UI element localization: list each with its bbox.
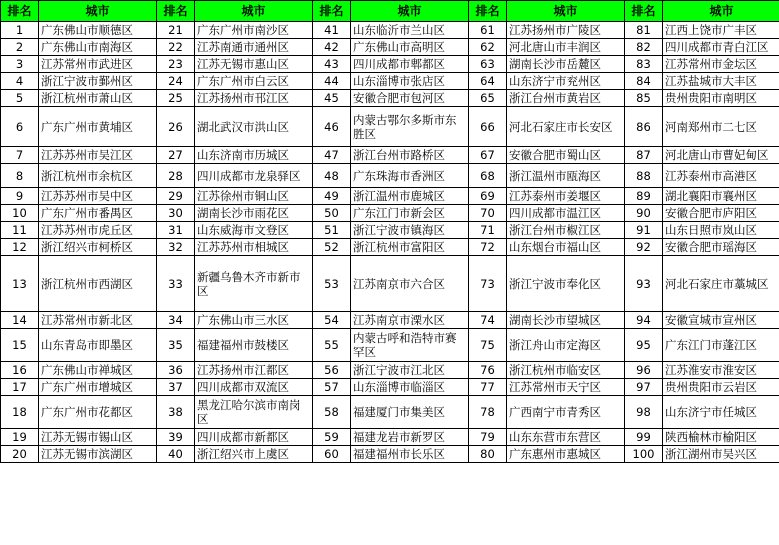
rank-cell: 66 xyxy=(469,107,507,147)
rank-cell: 74 xyxy=(469,312,507,329)
rank-cell: 94 xyxy=(625,312,663,329)
city-cell: 浙江宁波市鄞州区 xyxy=(39,73,157,90)
rank-cell: 58 xyxy=(313,396,351,429)
rank-cell: 90 xyxy=(625,205,663,222)
city-cell: 河北唐山市曹妃甸区 xyxy=(663,147,779,164)
rank-cell: 82 xyxy=(625,39,663,56)
city-cell: 浙江杭州市临安区 xyxy=(507,362,625,379)
table-row xyxy=(1,73,779,90)
city-cell: 江苏常州市金坛区 xyxy=(663,56,779,73)
table-body xyxy=(1,22,779,463)
rank-cell: 64 xyxy=(469,73,507,90)
rank-cell: 49 xyxy=(313,188,351,205)
city-cell: 广东广州市番禺区 xyxy=(39,205,157,222)
rank-cell: 27 xyxy=(157,147,195,164)
rank-cell: 11 xyxy=(1,222,39,239)
table-row xyxy=(1,205,779,222)
city-cell: 山东淄博市临淄区 xyxy=(351,379,469,396)
city-cell: 浙江绍兴市柯桥区 xyxy=(39,239,157,256)
city-cell: 江苏扬州市邗江区 xyxy=(195,90,313,107)
rank-cell: 98 xyxy=(625,396,663,429)
header-rank: 排名 xyxy=(157,1,195,22)
rank-cell: 17 xyxy=(1,379,39,396)
rank-cell: 12 xyxy=(1,239,39,256)
table-row xyxy=(1,90,779,107)
table-row xyxy=(1,164,779,188)
city-cell: 福建福州市鼓楼区 xyxy=(195,329,313,362)
city-cell: 山东烟台市福山区 xyxy=(507,239,625,256)
city-cell: 内蒙古鄂尔多斯市东胜区 xyxy=(351,107,469,147)
city-cell: 江苏泰州市高港区 xyxy=(663,164,779,188)
city-cell: 江苏无锡市滨湖区 xyxy=(39,446,157,463)
rank-cell: 13 xyxy=(1,256,39,312)
rank-cell: 7 xyxy=(1,147,39,164)
header-row xyxy=(1,1,779,22)
rank-cell: 14 xyxy=(1,312,39,329)
city-cell: 安徽合肥市瑶海区 xyxy=(663,239,779,256)
city-cell: 浙江杭州市富阳区 xyxy=(351,239,469,256)
rank-cell: 36 xyxy=(157,362,195,379)
rank-cell: 60 xyxy=(313,446,351,463)
rank-cell: 31 xyxy=(157,222,195,239)
city-cell: 浙江温州市鹿城区 xyxy=(351,188,469,205)
rank-cell: 2 xyxy=(1,39,39,56)
rank-cell: 6 xyxy=(1,107,39,147)
city-cell: 四川成都市龙泉驿区 xyxy=(195,164,313,188)
header-city: 城市 xyxy=(195,1,313,22)
rank-cell: 48 xyxy=(313,164,351,188)
rank-cell: 70 xyxy=(469,205,507,222)
city-cell: 江苏扬州市江都区 xyxy=(195,362,313,379)
city-cell: 山东济宁市任城区 xyxy=(663,396,779,429)
city-cell: 湖南长沙市望城区 xyxy=(507,312,625,329)
rank-cell: 4 xyxy=(1,73,39,90)
city-cell: 江苏盐城市大丰区 xyxy=(663,73,779,90)
city-cell: 浙江杭州市萧山区 xyxy=(39,90,157,107)
city-cell: 四川成都市新都区 xyxy=(195,429,313,446)
rank-cell: 42 xyxy=(313,39,351,56)
city-cell: 浙江台州市路桥区 xyxy=(351,147,469,164)
header-rank: 排名 xyxy=(469,1,507,22)
table-row xyxy=(1,39,779,56)
rank-cell: 91 xyxy=(625,222,663,239)
city-cell: 山东日照市岚山区 xyxy=(663,222,779,239)
table-row xyxy=(1,312,779,329)
city-cell: 广东惠州市惠城区 xyxy=(507,446,625,463)
rank-cell: 81 xyxy=(625,22,663,39)
city-cell: 江苏常州市新北区 xyxy=(39,312,157,329)
city-cell: 浙江杭州市西湖区 xyxy=(39,256,157,312)
rank-cell: 84 xyxy=(625,73,663,90)
rank-cell: 35 xyxy=(157,329,195,362)
rank-cell: 15 xyxy=(1,329,39,362)
city-cell: 浙江绍兴市上虞区 xyxy=(195,446,313,463)
city-cell: 江苏淮安市淮安区 xyxy=(663,362,779,379)
table-row xyxy=(1,362,779,379)
rank-cell: 55 xyxy=(313,329,351,362)
city-cell: 安徽合肥市蜀山区 xyxy=(507,147,625,164)
table-row xyxy=(1,379,779,396)
rank-cell: 73 xyxy=(469,256,507,312)
rank-cell: 21 xyxy=(157,22,195,39)
city-cell: 江苏苏州市吴中区 xyxy=(39,188,157,205)
city-cell: 湖北武汉市洪山区 xyxy=(195,107,313,147)
rank-cell: 40 xyxy=(157,446,195,463)
city-cell: 山东淄博市张店区 xyxy=(351,73,469,90)
rank-cell: 71 xyxy=(469,222,507,239)
city-cell: 广东佛山市三水区 xyxy=(195,312,313,329)
city-cell: 江苏扬州市广陵区 xyxy=(507,22,625,39)
rank-cell: 59 xyxy=(313,429,351,446)
rank-cell: 86 xyxy=(625,107,663,147)
header-city: 城市 xyxy=(663,1,779,22)
city-cell: 江苏徐州市铜山区 xyxy=(195,188,313,205)
rank-cell: 43 xyxy=(313,56,351,73)
city-cell: 内蒙古呼和浩特市赛罕区 xyxy=(351,329,469,362)
rank-cell: 57 xyxy=(313,379,351,396)
header-city: 城市 xyxy=(39,1,157,22)
city-cell: 江苏常州市武进区 xyxy=(39,56,157,73)
city-cell: 浙江宁波市镇海区 xyxy=(351,222,469,239)
city-cell: 贵州贵阳市南明区 xyxy=(663,90,779,107)
rank-cell: 1 xyxy=(1,22,39,39)
city-cell: 安徽合肥市庐阳区 xyxy=(663,205,779,222)
city-cell: 江苏常州市天宁区 xyxy=(507,379,625,396)
city-cell: 河北石家庄市长安区 xyxy=(507,107,625,147)
rank-cell: 20 xyxy=(1,446,39,463)
city-cell: 黑龙江哈尔滨市南岗区 xyxy=(195,396,313,429)
rank-cell: 54 xyxy=(313,312,351,329)
rank-cell: 89 xyxy=(625,188,663,205)
city-cell: 河北唐山市丰润区 xyxy=(507,39,625,56)
city-cell: 江苏苏州市虎丘区 xyxy=(39,222,157,239)
city-cell: 浙江温州市瓯海区 xyxy=(507,164,625,188)
city-cell: 浙江舟山市定海区 xyxy=(507,329,625,362)
rank-cell: 46 xyxy=(313,107,351,147)
city-cell: 广东广州市花都区 xyxy=(39,396,157,429)
city-cell: 山东青岛市即墨区 xyxy=(39,329,157,362)
blank-footer xyxy=(0,526,779,545)
city-cell: 四川成都市温江区 xyxy=(507,205,625,222)
rank-cell: 32 xyxy=(157,239,195,256)
table-row xyxy=(1,107,779,147)
city-cell: 安徽宣城市宣州区 xyxy=(663,312,779,329)
rank-cell: 87 xyxy=(625,147,663,164)
rank-cell: 51 xyxy=(313,222,351,239)
city-cell: 浙江台州市黄岩区 xyxy=(507,90,625,107)
rank-cell: 8 xyxy=(1,164,39,188)
city-cell: 河北石家庄市藁城区 xyxy=(663,256,779,312)
rank-cell: 10 xyxy=(1,205,39,222)
city-cell: 广东广州市南沙区 xyxy=(195,22,313,39)
rank-cell: 83 xyxy=(625,56,663,73)
rank-cell: 53 xyxy=(313,256,351,312)
rank-cell: 85 xyxy=(625,90,663,107)
city-cell: 安徽合肥市包河区 xyxy=(351,90,469,107)
city-cell: 江苏南通市通州区 xyxy=(195,39,313,56)
city-cell: 广东广州市白云区 xyxy=(195,73,313,90)
rank-cell: 76 xyxy=(469,362,507,379)
city-cell: 广东江门市蓬江区 xyxy=(663,329,779,362)
city-cell: 福建福州市长乐区 xyxy=(351,446,469,463)
rank-cell: 78 xyxy=(469,396,507,429)
rank-cell: 79 xyxy=(469,429,507,446)
city-cell: 广东佛山市高明区 xyxy=(351,39,469,56)
rank-cell: 62 xyxy=(469,39,507,56)
rank-cell: 93 xyxy=(625,256,663,312)
rank-cell: 25 xyxy=(157,90,195,107)
city-cell: 山东临沂市兰山区 xyxy=(351,22,469,39)
city-cell: 广西南宁市青秀区 xyxy=(507,396,625,429)
city-cell: 山东东营市东营区 xyxy=(507,429,625,446)
table-row xyxy=(1,147,779,164)
city-cell: 江苏无锡市锡山区 xyxy=(39,429,157,446)
header-rank: 排名 xyxy=(625,1,663,22)
rank-cell: 33 xyxy=(157,256,195,312)
rank-cell: 24 xyxy=(157,73,195,90)
city-cell: 陕西榆林市榆阳区 xyxy=(663,429,779,446)
table-row xyxy=(1,446,779,463)
city-cell: 湖南长沙市雨花区 xyxy=(195,205,313,222)
rank-cell: 100 xyxy=(625,446,663,463)
city-cell: 浙江宁波市奉化区 xyxy=(507,256,625,312)
city-cell: 广东佛山市禅城区 xyxy=(39,362,157,379)
header-rank: 排名 xyxy=(313,1,351,22)
city-cell: 福建厦门市集美区 xyxy=(351,396,469,429)
rank-cell: 19 xyxy=(1,429,39,446)
rank-cell: 47 xyxy=(313,147,351,164)
city-cell: 浙江湖州市吴兴区 xyxy=(663,446,779,463)
city-cell: 浙江杭州市余杭区 xyxy=(39,164,157,188)
table-header xyxy=(1,1,779,22)
table-row xyxy=(1,329,779,362)
rank-cell: 9 xyxy=(1,188,39,205)
rank-cell: 45 xyxy=(313,90,351,107)
table-row xyxy=(1,256,779,312)
city-cell: 广东广州市黄埔区 xyxy=(39,107,157,147)
header-city: 城市 xyxy=(351,1,469,22)
rank-cell: 95 xyxy=(625,329,663,362)
table-row xyxy=(1,188,779,205)
city-cell: 四川成都市双流区 xyxy=(195,379,313,396)
city-cell: 江苏无锡市惠山区 xyxy=(195,56,313,73)
city-cell: 江西上饶市广丰区 xyxy=(663,22,779,39)
rank-cell: 56 xyxy=(313,362,351,379)
city-cell: 浙江台州市椒江区 xyxy=(507,222,625,239)
rank-cell: 30 xyxy=(157,205,195,222)
city-cell: 四川成都市青白江区 xyxy=(663,39,779,56)
rank-cell: 29 xyxy=(157,188,195,205)
header-city: 城市 xyxy=(507,1,625,22)
table-row xyxy=(1,429,779,446)
rank-cell: 38 xyxy=(157,396,195,429)
header-rank: 排名 xyxy=(1,1,39,22)
rank-cell: 26 xyxy=(157,107,195,147)
rank-cell: 80 xyxy=(469,446,507,463)
rank-cell: 69 xyxy=(469,188,507,205)
city-cell: 广东江门市新会区 xyxy=(351,205,469,222)
rank-cell: 77 xyxy=(469,379,507,396)
table-row xyxy=(1,222,779,239)
city-cell: 四川成都市郫都区 xyxy=(351,56,469,73)
city-cell: 河南郑州市二七区 xyxy=(663,107,779,147)
city-cell: 湖北襄阳市襄州区 xyxy=(663,188,779,205)
city-cell: 广东珠海市香洲区 xyxy=(351,164,469,188)
rank-cell: 63 xyxy=(469,56,507,73)
rank-cell: 39 xyxy=(157,429,195,446)
rank-cell: 16 xyxy=(1,362,39,379)
rank-cell: 88 xyxy=(625,164,663,188)
city-cell: 山东威海市文登区 xyxy=(195,222,313,239)
rank-cell: 41 xyxy=(313,22,351,39)
rank-cell: 5 xyxy=(1,90,39,107)
city-cell: 广东佛山市顺德区 xyxy=(39,22,157,39)
table-row xyxy=(1,239,779,256)
city-cell: 江苏苏州市相城区 xyxy=(195,239,313,256)
rank-cell: 61 xyxy=(469,22,507,39)
city-cell: 新疆乌鲁木齐市新市区 xyxy=(195,256,313,312)
rank-cell: 72 xyxy=(469,239,507,256)
table-row xyxy=(1,22,779,39)
rank-cell: 68 xyxy=(469,164,507,188)
table-row xyxy=(1,396,779,429)
city-cell: 江苏泰州市姜堰区 xyxy=(507,188,625,205)
city-cell: 贵州贵阳市云岩区 xyxy=(663,379,779,396)
city-cell: 山东济南市历城区 xyxy=(195,147,313,164)
city-cell: 浙江宁波市江北区 xyxy=(351,362,469,379)
rank-cell: 97 xyxy=(625,379,663,396)
rank-cell: 52 xyxy=(313,239,351,256)
rank-cell: 44 xyxy=(313,73,351,90)
city-cell: 广东佛山市南海区 xyxy=(39,39,157,56)
city-cell: 江苏苏州市吴江区 xyxy=(39,147,157,164)
rank-cell: 99 xyxy=(625,429,663,446)
rank-cell: 3 xyxy=(1,56,39,73)
city-cell: 广东广州市增城区 xyxy=(39,379,157,396)
rank-cell: 28 xyxy=(157,164,195,188)
rank-cell: 37 xyxy=(157,379,195,396)
rank-cell: 34 xyxy=(157,312,195,329)
city-cell: 湖南长沙市岳麓区 xyxy=(507,56,625,73)
city-cell: 江苏南京市六合区 xyxy=(351,256,469,312)
rank-cell: 50 xyxy=(313,205,351,222)
city-cell: 江苏南京市溧水区 xyxy=(351,312,469,329)
table-row xyxy=(1,56,779,73)
rank-cell: 18 xyxy=(1,396,39,429)
rank-cell: 96 xyxy=(625,362,663,379)
rank-cell: 75 xyxy=(469,329,507,362)
rank-cell: 92 xyxy=(625,239,663,256)
city-cell: 福建龙岩市新罗区 xyxy=(351,429,469,446)
rank-cell: 22 xyxy=(157,39,195,56)
rank-cell: 67 xyxy=(469,147,507,164)
rank-cell: 65 xyxy=(469,90,507,107)
city-cell: 山东济宁市兖州区 xyxy=(507,73,625,90)
rank-cell: 23 xyxy=(157,56,195,73)
